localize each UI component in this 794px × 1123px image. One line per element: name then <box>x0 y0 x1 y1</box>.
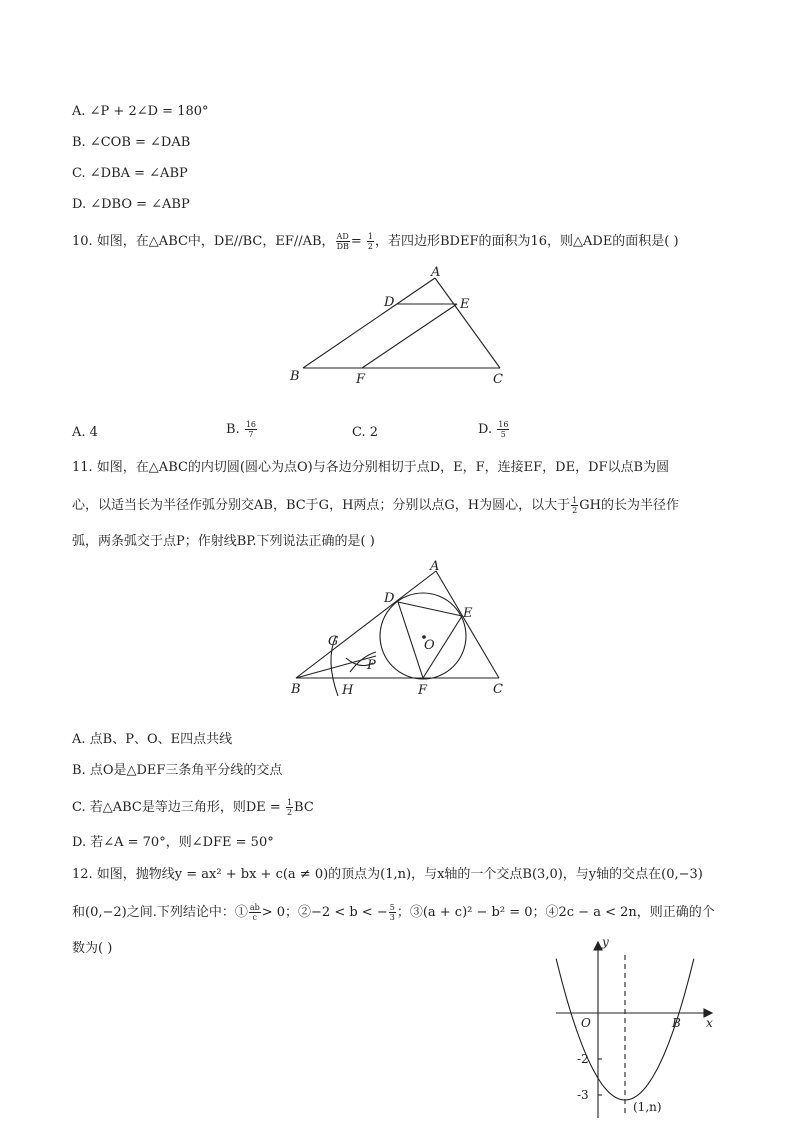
q9-option-b: B. ∠COB = ∠DAB <box>72 135 191 150</box>
q10-label-d: D <box>384 295 395 310</box>
q12-label-o: O <box>581 1016 591 1030</box>
q12-line2-end: ；③(a + c)² − b² = 0；④2c − a < 2n，则正确的个 <box>396 905 715 920</box>
q10-option-b-prefix: B. <box>226 422 240 437</box>
q10-ratio-num: AD <box>336 232 349 241</box>
q11-label-c: C <box>493 682 503 697</box>
q12-stem-line3: 数为( ) <box>72 941 113 956</box>
q11-label-p: P <box>367 658 376 673</box>
q11-half-den: 2 <box>572 506 578 515</box>
q10-label-b: B <box>290 369 300 384</box>
q12-abc-den: c <box>252 913 258 922</box>
q10-ratio-den: DB <box>336 242 349 251</box>
q10-stem-start: 10. 如图，在△ABC中，DE//BC，EF//AB， <box>72 234 335 249</box>
q12-label-b: B <box>672 1016 681 1030</box>
q10-option-d-num: 16 <box>498 420 509 429</box>
q12-label-y: y <box>602 935 609 949</box>
q10-half-den: 2 <box>367 242 373 251</box>
q11-half-num: 1 <box>572 496 578 505</box>
q11-label-b: B <box>291 682 301 697</box>
q11-label-e: E <box>463 606 473 621</box>
q11-label-f: F <box>418 683 428 698</box>
q9-option-a: A. ∠P + 2∠D = 180° <box>72 104 209 119</box>
q10-option-a: A. 4 <box>72 425 98 440</box>
q12-line2-mid: > 0；②−2 < b < − <box>261 905 388 920</box>
q11-label-h: H <box>342 683 354 698</box>
q10-half-num: 1 <box>367 232 373 241</box>
q11-label-a: A <box>430 559 440 574</box>
q12-label-minus3: -3 <box>577 1088 589 1102</box>
q10-option-b-num: 16 <box>245 420 257 429</box>
q12-five-thirds-den: 3 <box>389 913 395 922</box>
q10-label-a: A <box>431 265 441 280</box>
q9-option-d: D. ∠DBO = ∠ABP <box>72 197 190 212</box>
q11-option-c-den: 2 <box>286 808 293 817</box>
q10-label-f: F <box>356 372 366 387</box>
q12-abc-num: ab <box>249 903 260 912</box>
q11-label-g: G <box>328 634 339 649</box>
q10-stem-end: ，若四边形BDEF的面积为16，则△ADE的面积是( ) <box>374 234 679 249</box>
q12-label-minus2: -2 <box>577 1052 589 1066</box>
q10-label-e: E <box>460 297 470 312</box>
q11-option-b: B. 点O是△DEF三条角平分线的交点 <box>72 763 283 778</box>
q10-option-d-prefix: D. <box>478 422 493 437</box>
q10-option-b-den: 7 <box>248 430 254 439</box>
q12-stem-line1: 12. 如图，抛物线y = ax² + bx + c(a ≠ 0)的顶点为(1,n)，与x轴的一个交点B(3,0)，与y轴的交点在(0,−3) <box>72 867 703 882</box>
q11-option-c-num: 1 <box>286 798 293 807</box>
q12-five-thirds-num: 5 <box>389 903 395 912</box>
q10-option-c: C. 2 <box>352 425 379 440</box>
q10-stem-equals: = <box>350 234 366 249</box>
q11-label-o: O <box>424 638 435 653</box>
q12-line2-start: 和(0,−2)之间.下列结论中：① <box>72 905 248 920</box>
q10-label-c: C <box>493 372 503 387</box>
q11-line2-end: GH的长为半径作 <box>579 498 679 513</box>
q11-option-c-start: C. 若△ABC是等边三角形，则DE = <box>72 800 285 815</box>
q12-label-vertex: (1,n) <box>633 1100 662 1114</box>
q11-option-d: D. 若∠A = 70°，则∠DFE = 50° <box>72 835 274 850</box>
q11-label-d: D <box>384 591 395 606</box>
q9-option-c: C. ∠DBA = ∠ABP <box>72 166 188 181</box>
q11-line2-start: 心，以适当长为半径作弧分别交AB，BC于G，H两点；分别以点G，H为圆心，以大于 <box>72 498 571 513</box>
q11-option-c-end: BC <box>294 800 314 815</box>
q11-stem-line1: 11. 如图，在△ABC的内切圆(圆心为点O)与各边分别相切于点D，E，F，连接EF，DE，DF以点B为圆 <box>72 460 670 475</box>
q10-option-d-den: 5 <box>500 430 506 439</box>
q11-stem-line3: 弧，两条弧交于点P；作射线BP.下列说法正确的是( ) <box>72 534 375 549</box>
q11-option-a: A. 点B、P、O、E四点共线 <box>72 732 233 747</box>
q12-label-x: x <box>706 1016 713 1030</box>
